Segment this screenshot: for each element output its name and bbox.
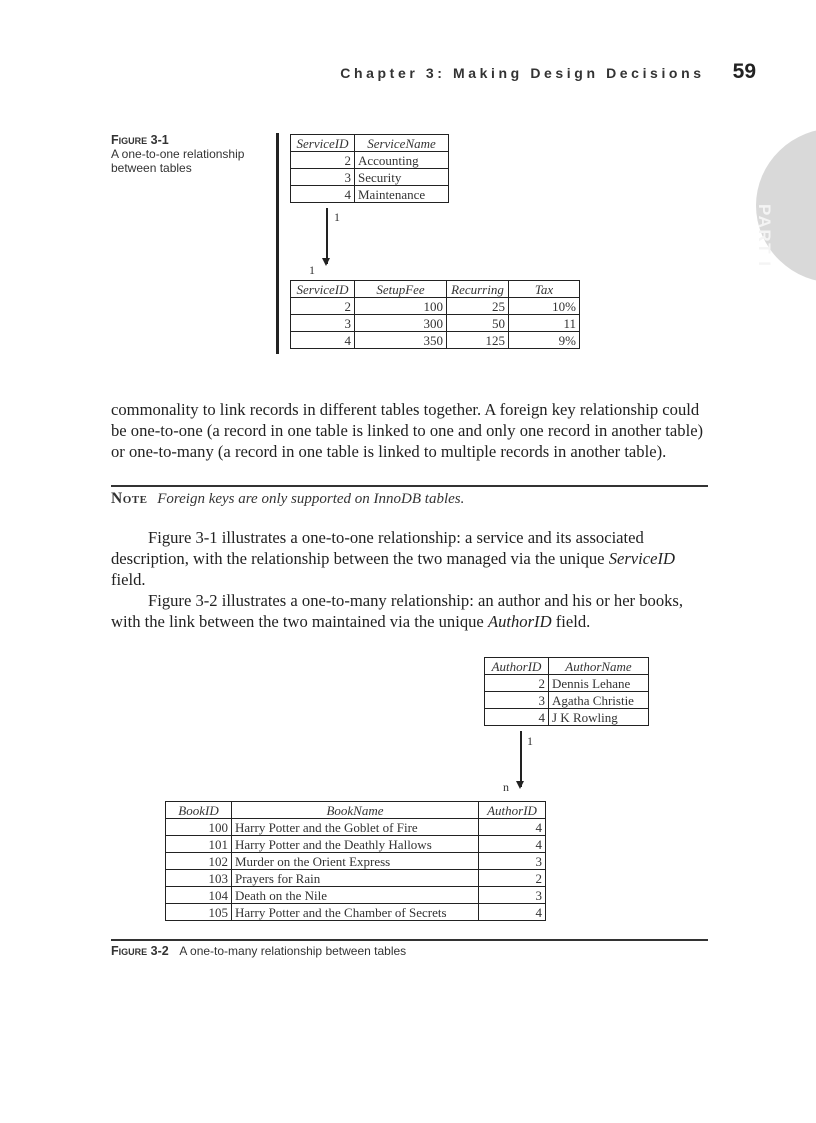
table-cell: 4: [485, 709, 549, 726]
books-table: [165, 801, 546, 921]
table-cell: 3: [291, 315, 355, 332]
table-cell: 50: [447, 315, 509, 332]
table-cell: 4: [479, 836, 546, 853]
column-header: ServiceID: [291, 135, 355, 152]
relationship-arrow: [326, 208, 328, 264]
table-cell: 101: [166, 836, 232, 853]
cardinality-top: 1: [527, 734, 533, 748]
note-label: Note: [111, 490, 148, 507]
chapter-title: Chapter 3: Making Design Decisions: [340, 65, 705, 81]
table-cell: Security: [355, 169, 449, 186]
paragraph-text: Figure 3-1 illustrates a one-to-one relationship: a service and its associated description, with the relationship between the two managed via the unique: [111, 528, 644, 568]
table-cell: 2: [291, 298, 355, 315]
part-tab-label: PART I: [755, 204, 774, 268]
cardinality-top: 1: [334, 210, 340, 224]
column-header: ServiceName: [355, 135, 449, 152]
figure1-caption: A one-to-one relationship between tables: [111, 147, 245, 175]
note-top-rule: [111, 485, 708, 487]
paragraph-text: Figure 3-2 illustrates a one-to-many relationship: an author and his or her books, with the link between the two maintained via the unique: [111, 591, 684, 631]
table-cell: 104: [166, 887, 232, 904]
table-cell: Prayers for Rain: [232, 870, 479, 887]
table-row: [291, 315, 580, 332]
table-row: [291, 169, 449, 186]
table-cell: 11: [509, 315, 580, 332]
column-header: BookName: [232, 802, 479, 819]
table-cell: 100: [166, 819, 232, 836]
running-head: [340, 60, 756, 84]
table-cell: Harry Potter and the Goblet of Fire: [232, 819, 479, 836]
paragraph-text: field.: [111, 570, 146, 589]
table-row: [485, 675, 649, 692]
table-cell: Dennis Lehane: [549, 675, 649, 692]
table-cell: Agatha Christie: [549, 692, 649, 709]
paragraph-text: commonality to link records in different tables together. A foreign key relationship could be one-to-one (a record in one table is linked to one and only one record in another table) or one-to-many (a record in one table is linked to multiple records in another table).: [111, 400, 704, 461]
part-tab: [756, 128, 816, 283]
table-row: [291, 186, 449, 203]
table-cell: 105: [166, 904, 232, 921]
paragraph-text: field.: [551, 612, 591, 631]
page-number: 59: [732, 60, 756, 83]
table-row: [166, 870, 546, 887]
table-cell: 102: [166, 853, 232, 870]
table-header-row: [291, 135, 449, 152]
authors-table: [484, 657, 649, 726]
column-header: BookID: [166, 802, 232, 819]
paragraph-figure2-ref: [111, 590, 711, 632]
column-header: AuthorID: [479, 802, 546, 819]
table-cell: 125: [447, 332, 509, 349]
table-cell: 10%: [509, 298, 580, 315]
table-cell: J K Rowling: [549, 709, 649, 726]
column-header: AuthorID: [485, 658, 549, 675]
table-cell: 3: [479, 887, 546, 904]
table-cell: 4: [291, 332, 355, 349]
column-header: SetupFee: [355, 281, 447, 298]
field-name: ServiceID: [608, 549, 676, 568]
table-cell: 2: [479, 870, 546, 887]
figure2-caption-text: A one-to-many relationship between tables: [179, 944, 407, 958]
column-header: AuthorName: [549, 658, 649, 675]
table-header-row: [291, 281, 580, 298]
table-cell: 103: [166, 870, 232, 887]
table-cell: 3: [485, 692, 549, 709]
table-cell: Maintenance: [355, 186, 449, 203]
table-cell: 25: [447, 298, 509, 315]
figure2-caption: [111, 944, 406, 958]
note-text: Foreign keys are only supported on InnoDB tables.: [157, 491, 465, 507]
table-cell: 100: [355, 298, 447, 315]
body-paragraph: [111, 399, 711, 462]
table-header-row: [166, 802, 546, 819]
field-name: AuthorID: [487, 612, 552, 631]
table-cell: 4: [479, 819, 546, 836]
column-header: Tax: [509, 281, 580, 298]
table-cell: Death on the Nile: [232, 887, 479, 904]
cardinality-bottom: n: [503, 780, 509, 794]
figure2-number: Figure 3-2: [111, 944, 169, 958]
table-cell: 4: [479, 904, 546, 921]
table-row: [166, 836, 546, 853]
table-cell: 3: [291, 169, 355, 186]
service-fees-table: [290, 280, 580, 349]
table-row: [166, 853, 546, 870]
table-row: [291, 332, 580, 349]
cardinality-bottom: 1: [309, 263, 315, 277]
column-header: Recurring: [447, 281, 509, 298]
column-header: ServiceID: [291, 281, 355, 298]
table-cell: 9%: [509, 332, 580, 349]
table-row: [291, 298, 580, 315]
table-cell: Murder on the Orient Express: [232, 853, 479, 870]
services-table: [290, 134, 449, 203]
body-paragraphs: [111, 527, 711, 632]
table-row: [166, 819, 546, 836]
table-cell: 4: [291, 186, 355, 203]
relationship-arrow: [520, 731, 522, 787]
paragraph-figure1-ref: [111, 527, 711, 590]
note-box: [111, 490, 464, 508]
figure2-caption-rule: [111, 939, 708, 941]
table-row: [291, 152, 449, 169]
table-cell: Harry Potter and the Deathly Hallows: [232, 836, 479, 853]
table-cell: 3: [479, 853, 546, 870]
table-cell: 2: [291, 152, 355, 169]
table-row: [166, 887, 546, 904]
table-cell: Harry Potter and the Chamber of Secrets: [232, 904, 479, 921]
figure1-number: Figure 3-1: [111, 133, 169, 147]
table-cell: 300: [355, 315, 447, 332]
figure1-label: [111, 133, 261, 175]
figure1-sidebar-rule: [276, 133, 279, 354]
table-cell: Accounting: [355, 152, 449, 169]
table-row: [485, 692, 649, 709]
table-header-row: [485, 658, 649, 675]
table-row: [485, 709, 649, 726]
table-cell: 2: [485, 675, 549, 692]
table-cell: 350: [355, 332, 447, 349]
table-row: [166, 904, 546, 921]
